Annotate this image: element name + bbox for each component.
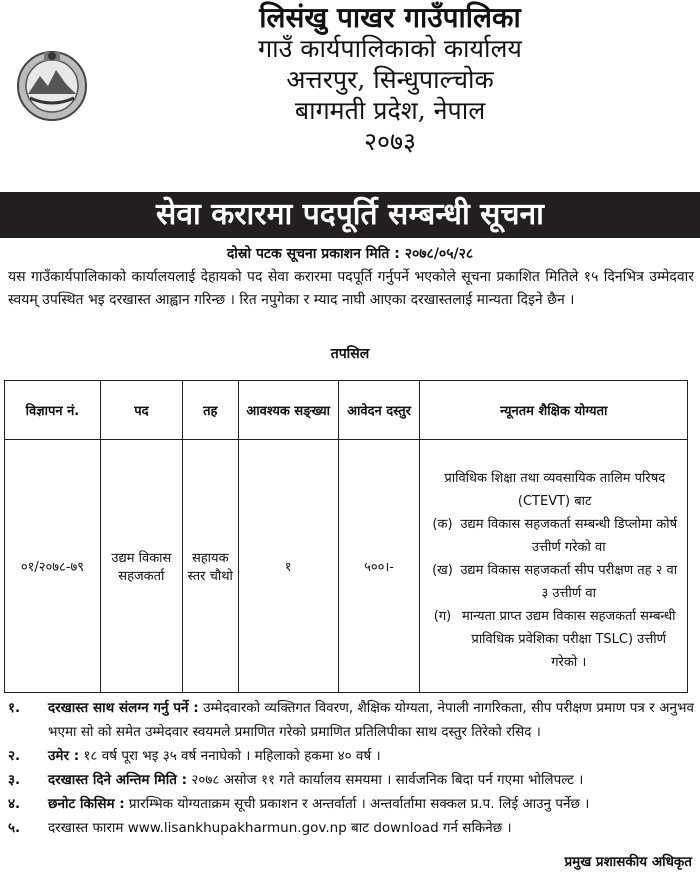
note-number: ३.	[8, 772, 21, 788]
option-text: उद्यम विकास सहजकर्ता सीप परीक्षण तह २ वा ३ उत्तीर्ण वा	[460, 562, 678, 601]
col-header-qualification: न्यूनतम शैक्षिक योग्यता	[420, 381, 688, 440]
cell-adv-no: ०१/२०७८-७९	[5, 440, 101, 693]
nepal-emblem-icon	[14, 46, 90, 122]
cell-qualification	[420, 440, 688, 693]
list-item	[8, 696, 694, 744]
option-key: (क)	[432, 516, 453, 532]
list-item	[8, 744, 694, 768]
note-label: दरखास्त साथ संलग्न गर्नु पर्ने :	[48, 700, 199, 716]
office-title-block	[150, 2, 630, 157]
qualification-option	[428, 559, 681, 605]
cell-level: सहायक स्तर चौथो	[182, 440, 238, 693]
note-text	[48, 744, 694, 768]
option-text: मान्यता प्राप्त उद्यम विकास सहजकर्ता सम्बन्धी प्राविधिक प्रवेशिका परीक्षा TSLC) उत्तीर्ण गरेको ।	[462, 608, 676, 670]
col-header-level: तह	[182, 381, 238, 440]
note-number: १.	[8, 700, 21, 716]
col-header-count: आवश्यक सङ्ख्या	[238, 381, 338, 440]
note-text	[48, 696, 694, 744]
note-number: ५.	[8, 820, 21, 836]
qualification-intro: प्राविधिक शिक्षा तथा व्यवसायिक तालिम परिषद (CTEVT) बाट	[444, 470, 666, 509]
qualification-option	[428, 605, 681, 674]
option-key: (ख)	[432, 562, 453, 578]
office-address: अत्तरपुर, सिन्धुपाल्चोक	[286, 65, 494, 94]
letterhead	[0, 0, 700, 186]
note-body: १८ वर्ष पूरा भइ ३५ वर्ष ननाघेको । महिलाको हकमा ४० वर्ष ।	[79, 748, 381, 764]
list-item	[8, 816, 694, 840]
note-body: २०७८ असोज ११ गते कार्यालय समयमा । सार्वजनिक बिदा पर्न गएमा भोलिपल्ट ।	[187, 772, 584, 788]
intro-paragraph: यस गाउँकार्यपालिकाको कार्यालयलाई देहायको पद सेवा करारमा पदपूर्ति गर्नुपर्ने भएकोले सूचना प्रकाशित मितिले १५ दिनभित्र उम्मेदवार स्वयम् उपस्थित भइ दरखास्त आह्वान गरिन्छ । रित नपुगेका र म्याद नाघी आएका दरखास्तलाई मान्यता दिइने छैन ।	[8, 269, 694, 308]
note-number: २.	[8, 748, 21, 764]
note-text	[48, 792, 694, 816]
notice-title-banner: सेवा करारमा पदपूर्ति सम्बन्धी सूचना	[0, 192, 700, 238]
publication-date: दोस्रो पटक सूचना प्रकाशन मिति : २०७८/०५/२८	[226, 246, 474, 262]
note-text	[48, 768, 694, 792]
option-text: उद्यम विकास सहजकर्ता सम्बन्धी डिप्लोमा कोर्ष उत्तीर्ण गरेको वा	[460, 516, 678, 555]
note-body: उम्मेदवारको व्यक्तिगत विवरण, शैक्षिक योग्यता, नेपाली नागरिकता, सीप परीक्षण प्रमाण पत्र र अनुभव भएमा सो को समेत उम्मेदवार स्वयमले प्रमाणित गरेको प्रमाणित प्रतिलिपीका साथ दस्तुर तिरेको रसिद ।	[48, 700, 694, 740]
table-row	[5, 440, 688, 693]
col-header-adv-no: विज्ञापन नं.	[5, 381, 101, 440]
cell-count: १	[238, 440, 338, 693]
cell-post: उद्यम विकास सहजकर्ता	[100, 440, 182, 693]
municipality-name: लिसंखु पाखर गाउँपालिका	[259, 1, 521, 34]
list-item	[8, 792, 694, 816]
notes-list	[8, 696, 694, 840]
note-label: छनोट किसिम :	[48, 796, 125, 812]
cell-fee: ५००।-	[338, 440, 420, 693]
vacancy-table	[4, 380, 688, 693]
province-country: बागमती प्रदेश, नेपाल	[294, 96, 486, 125]
note-body: प्रारम्भिक योग्यताक्रम सूची प्रकाशन र अन्तर्वार्ता । अन्तर्वार्तामा सक्कल प्र.प. लिई आउनु पर्नेछ ।	[124, 796, 590, 812]
signatory-title: प्रमुख प्रशासकीय अधिकृत	[564, 854, 692, 870]
note-text	[48, 816, 694, 840]
note-label: दरखास्त दिने अन्तिम मिति :	[48, 772, 188, 788]
col-header-fee: आवेदन दस्तुर	[338, 381, 420, 440]
table-header-row	[5, 381, 688, 440]
note-number: ४.	[8, 796, 21, 812]
col-header-post: पद	[100, 381, 182, 440]
qualification-option	[428, 513, 681, 559]
list-item	[8, 768, 694, 792]
office-name: गाउँ कार्यपालिकाको कार्यालय	[258, 34, 522, 63]
established-year: २०७३	[363, 127, 416, 156]
note-body: दरखास्त फाराम www.lisankhupakharmun.gov.np बाट download गर्न सकिनेछ ।	[48, 820, 512, 836]
option-key: (ग)	[433, 608, 452, 624]
note-label: उमेर :	[48, 748, 80, 764]
schedule-heading: तपसिल	[330, 346, 370, 362]
